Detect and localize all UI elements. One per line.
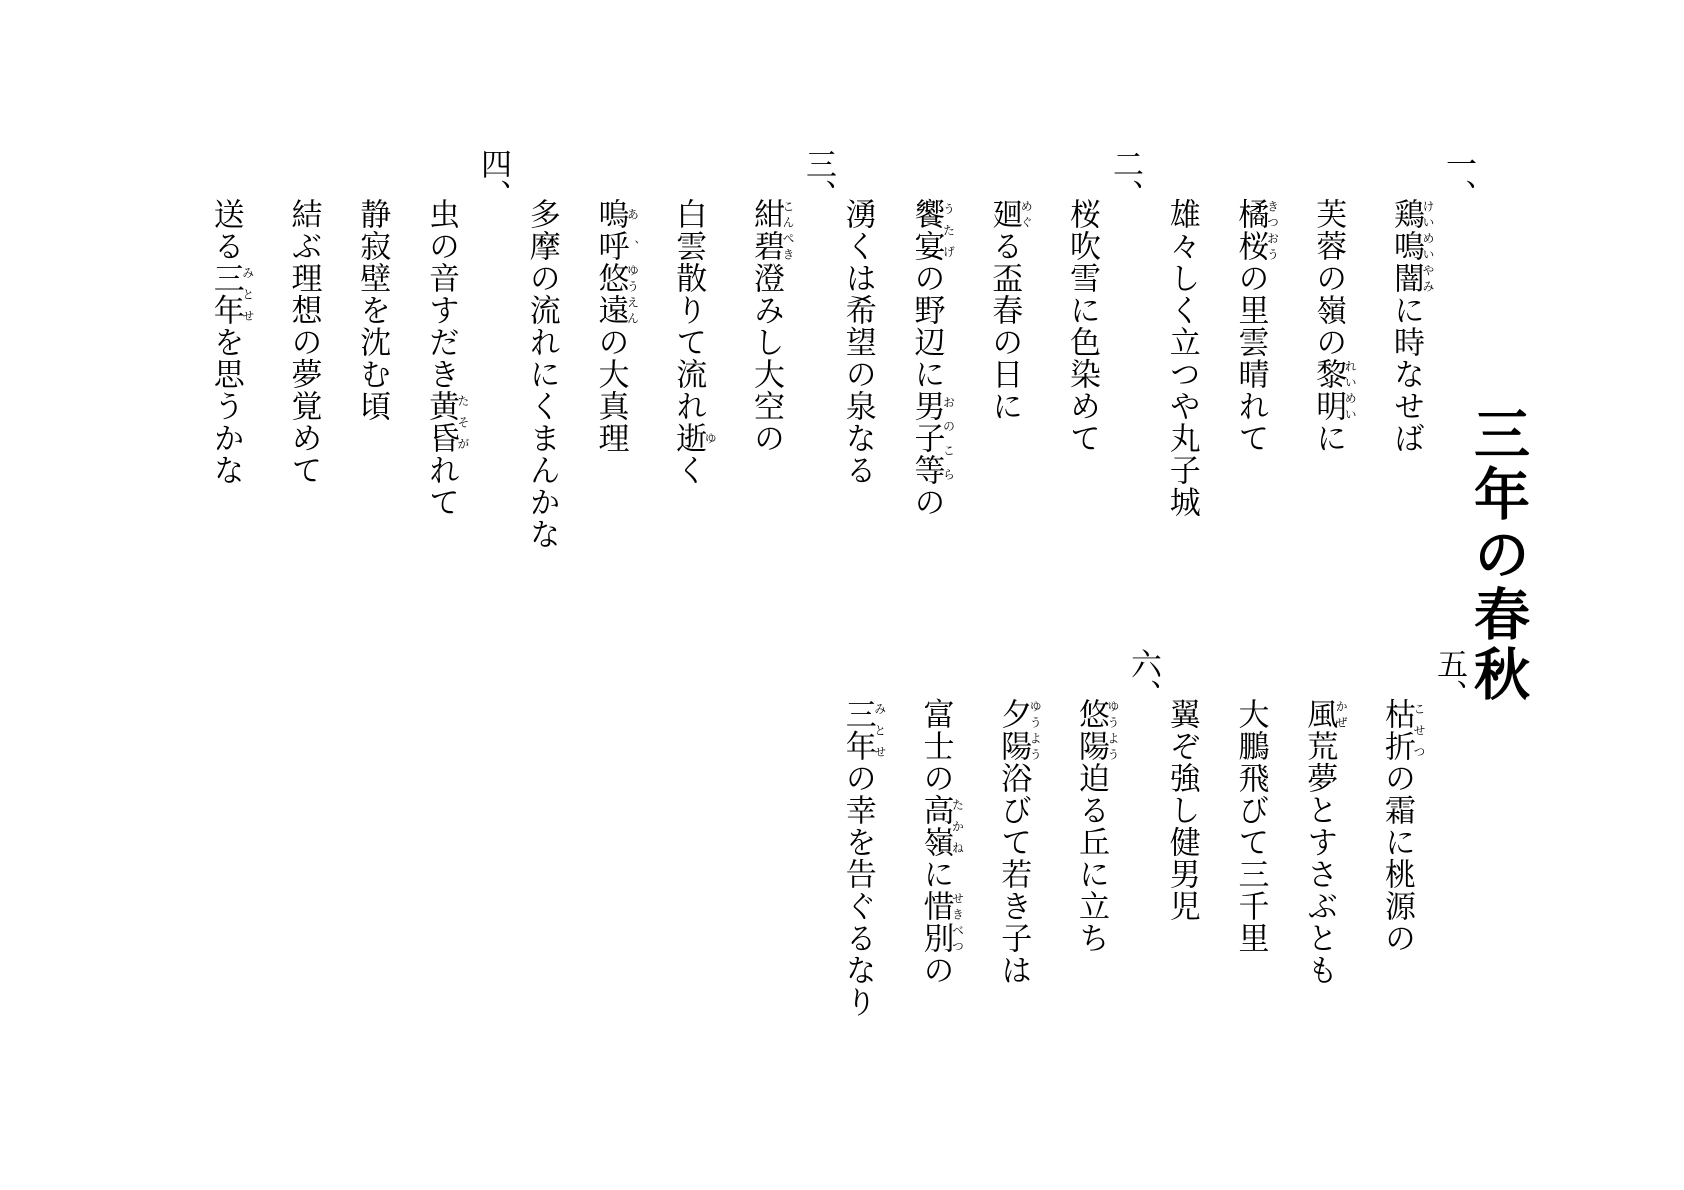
verse-number: 四、 (475, 148, 511, 210)
ruby-base: 橘桜 (1232, 198, 1269, 262)
ruby-reading: めぐ (1019, 198, 1034, 230)
line-text: れて (423, 454, 459, 518)
ruby-base: 逝 (670, 422, 707, 454)
ruby-reading: こんぺき (781, 198, 795, 262)
verse-line (522, 148, 561, 550)
verse-number: 三、 (800, 148, 836, 210)
verse-line (1386, 148, 1434, 518)
ruby-reading: みとせ (240, 262, 255, 326)
poem-title: 三年の春秋 (1465, 405, 1531, 705)
ruby-reading: きつおう (1265, 198, 1280, 262)
verse-line (907, 148, 955, 518)
ruby-word (423, 390, 470, 454)
verse-number: 一、 (1440, 148, 1476, 210)
line-text: 翼ぞ強し健男児 (1163, 698, 1200, 922)
line-text: 結ぶ理想の夢覚めて (285, 198, 322, 486)
ruby-word (670, 422, 718, 454)
ruby-reading: こせつ (1412, 698, 1426, 762)
verse-line (669, 148, 717, 550)
line-text: 雄々しく立つや丸子城 (1163, 198, 1200, 518)
ruby-word (1388, 198, 1435, 294)
ruby-word (1232, 198, 1280, 262)
line-text: 静寂壁を沈む頃 (354, 198, 391, 422)
ruby-reading: けいめいやみ (1421, 198, 1435, 294)
verse-number: 六、 (1125, 648, 1161, 710)
verse-3 (522, 148, 836, 550)
verse-line (838, 648, 886, 1018)
ruby-word (592, 198, 640, 262)
line-text: の (908, 486, 945, 518)
ruby-reading: みとせ (872, 698, 887, 762)
ruby-word (995, 698, 1043, 762)
line-text: る盃春の日に (986, 230, 1023, 422)
ruby-word (1310, 358, 1358, 422)
verse-line (284, 148, 323, 518)
verse-5 (1162, 648, 1467, 986)
line-text: の (917, 954, 954, 986)
verse-line (1231, 648, 1270, 986)
ruby-reading: ゆ (703, 422, 718, 454)
ruby-base: 高嶺 (917, 794, 954, 858)
verse-line (746, 148, 794, 550)
line-text: 多摩の流れにくまんかな (523, 198, 560, 550)
ruby-base: 男子等 (908, 390, 945, 486)
ruby-base: 三年 (839, 698, 876, 762)
line-text: の大真理 (592, 326, 629, 454)
verse-line (1162, 648, 1201, 986)
verse-line (1071, 648, 1119, 1018)
line-text: 迫る丘に立ち (1073, 762, 1109, 954)
verse-line (994, 648, 1042, 1018)
line-text: の野辺に (908, 262, 945, 390)
line-text: 送る (207, 198, 244, 262)
line-text: の里雲晴れて (1232, 262, 1269, 454)
ruby-reading: たかね (950, 794, 965, 858)
verse-number: 五、 (1431, 648, 1467, 710)
line-text: 澄みし大空の (748, 262, 784, 454)
line-text: く (670, 454, 707, 486)
line-text: 富士の (917, 698, 954, 794)
ruby-word (917, 890, 965, 954)
verse-1 (1162, 148, 1476, 518)
ruby-reading: かぜ (1334, 698, 1349, 730)
ruby-word (908, 198, 956, 262)
ruby-reading: ゆうえん (625, 262, 640, 326)
verse-6 (838, 648, 1161, 1018)
ruby-word (748, 198, 795, 262)
ruby-reading: うたげ (941, 198, 956, 262)
ruby-base: 悠遠 (592, 262, 629, 326)
ruby-base: 嗚呼 (592, 198, 629, 262)
line-text: を思うかな (207, 326, 244, 486)
verse-line (1231, 148, 1279, 518)
ruby-base: 饗宴 (908, 198, 945, 262)
line-text: の霜に桃源の (1379, 762, 1415, 954)
ruby-word (207, 262, 255, 326)
ruby-reading: たそが (456, 390, 470, 454)
ruby-word (986, 198, 1034, 230)
line-text: 浴びて若き子は (995, 762, 1032, 986)
ruby-base: 黄昏 (423, 390, 459, 454)
verse-2 (838, 148, 1143, 518)
verse-line (1309, 148, 1357, 518)
line-text: に (1310, 422, 1347, 454)
ruby-word (1073, 698, 1120, 762)
ruby-base: 風 (1301, 698, 1338, 730)
ruby-reading: あ、 (625, 198, 640, 262)
verse-line (838, 148, 877, 518)
verse-line (1162, 148, 1201, 518)
ruby-base: 枯折 (1379, 698, 1415, 762)
line-text: の幸を告ぐるなり (839, 762, 876, 1018)
line-text: 桜吹雪に色染めて (1064, 198, 1100, 454)
ruby-word (917, 794, 965, 858)
ruby-base: 黎明 (1310, 358, 1347, 422)
ruby-reading: れいめい (1343, 358, 1358, 422)
line-text: 大鵬飛びて三千里 (1232, 698, 1269, 954)
verse-4 (206, 148, 511, 518)
ruby-word (592, 262, 640, 326)
verse-line (591, 148, 639, 550)
verse-line (916, 648, 964, 1018)
ruby-base: 夕陽 (995, 698, 1032, 762)
ruby-base: 鶏鳴闇 (1388, 198, 1424, 294)
line-text: に時なせば (1388, 294, 1424, 454)
line-text: 湧くは希望の泉なる (839, 198, 876, 486)
ruby-reading: せきべつ (950, 890, 965, 954)
line-text: 荒夢とすさぶとも (1301, 730, 1338, 986)
ruby-word (1301, 698, 1349, 730)
ruby-base: 悠陽 (1073, 698, 1109, 762)
verse-line (421, 148, 469, 518)
verse-line (353, 148, 392, 518)
ruby-word (839, 698, 887, 762)
ruby-base: 廻 (986, 198, 1023, 230)
ruby-word (908, 390, 956, 486)
verse-line (206, 148, 254, 518)
verse-number: 二、 (1107, 148, 1143, 210)
ruby-reading: おのこら (941, 390, 956, 486)
line-text: 白雲散りて流れ (670, 198, 707, 422)
ruby-base: 三年 (207, 262, 244, 326)
verse-line (1377, 648, 1425, 986)
ruby-base: 惜別 (917, 890, 954, 954)
ruby-reading: ゆうよう (1028, 698, 1043, 762)
verse-line (985, 148, 1033, 518)
ruby-word (1379, 698, 1426, 762)
verse-line (1300, 648, 1348, 986)
verse-line (1062, 148, 1101, 518)
line-text: に (917, 858, 954, 890)
line-text: 虫の音すだき (423, 198, 459, 390)
ruby-reading: ゆうよう (1106, 698, 1120, 762)
line-text: 芙蓉の嶺の (1310, 198, 1347, 358)
ruby-base: 紺碧 (748, 198, 784, 262)
